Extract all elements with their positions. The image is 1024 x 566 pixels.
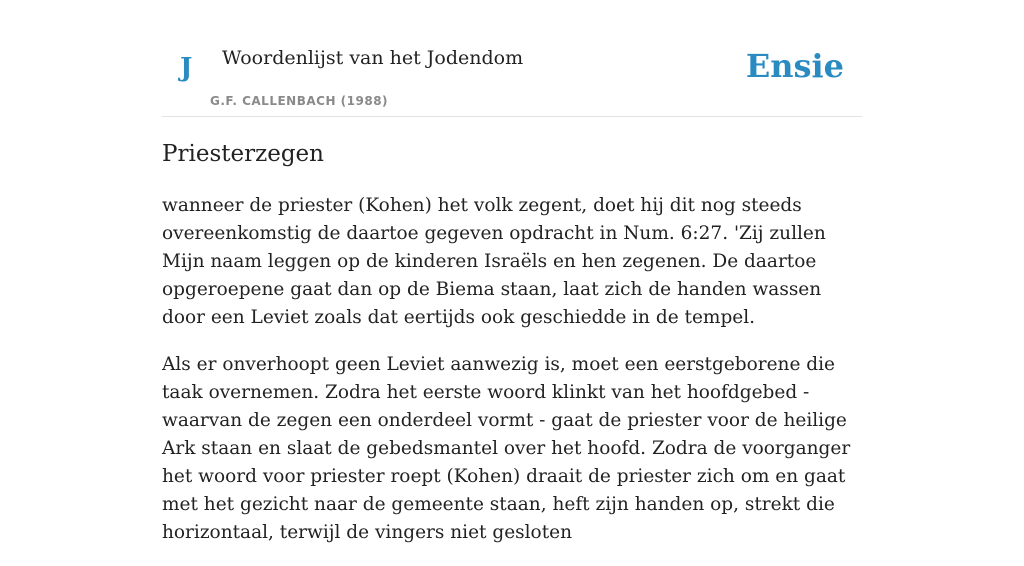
book-author: G.F. CALLENBACH (1988) [210,94,389,108]
entry-content [162,192,862,566]
entry-paragraph: Als er onverhoopt geen Leviet aanwezig is, moet een eerstgeborene die taak overnemen. Zodra het eerste woord klinkt van het hoofdgebed - waarvan de zegen een onderdeel vormt - gaat de priester voor de heilige Ark staan en slaat de gebedsmantel over het hoofd. Zodra de voorganger het woord voor priester roept (Kohen) draait de priester zich om en gaat met het gezicht naar de gemeente staan, heft zijn handen op, strekt die horizontaal, terwijl de vingers niet gesloten [162,354,851,543]
book-title-link[interactable]: Woordenlijst van het Jodendom [222,47,524,69]
book-letter-icon: J [180,53,193,83]
entry-title: Priesterzegen [162,141,324,167]
header [162,0,862,117]
entry-paragraph: wanneer de priester (Kohen) het volk zegent, doet hij dit nog steeds overeenkomstig de daartoe gegeven opdracht in Num. 6:27. 'Zij zullen Mijn naam leggen op de kinderen Israëls en hen zegenen. De daartoe opgeroepene gaat dan op de Biema staan, laat zich de handen wassen door een Leviet zoals dat eertijds ook geschiedde in de tempel. [162,195,826,328]
ensie-logo-link[interactable]: Ensie [745,47,844,85]
